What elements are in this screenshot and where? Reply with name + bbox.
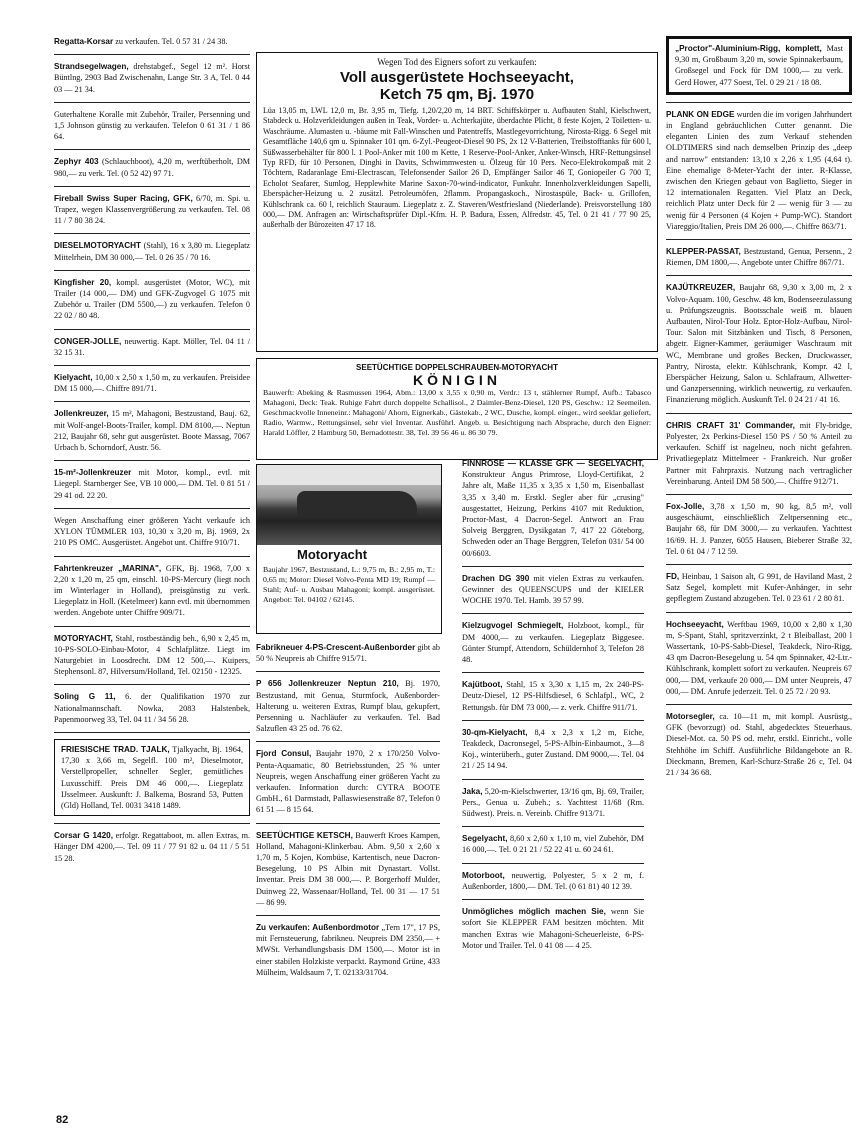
classified-ad (666, 246, 852, 268)
ad-headline: KLEPPER-PASSAT, (666, 247, 741, 257)
ad-divider (462, 826, 644, 827)
ad-body: ca. 10—11 m, mit kompl. Ausrüstg., GFK (bevorzugt) od. Stahl, abgedecktes Steuerhaus. Diesel-Mot. ca. 50 PS od. mehr, erstkl. Einricht., volle Stehhöhe im Schiff. Ausführliche Bildangebote an R. Dieckmann, Bremen, Karl-Schurz-Straße 26 c, Tel. 04 21 / 34 36 68. (666, 711, 852, 777)
ad-headline: PLANK ON EDGE (666, 109, 735, 119)
classified-ad (54, 156, 250, 178)
classified-ad (256, 642, 440, 664)
ad-body: „Tern 17", 17 PS, mit Fernsteuerung, fabrikneu. Neupreis DM 2350,— + MWSt. Verhandlungsbasis DM 1500,—. Motor ist in einer stabilen Holzkiste verpackt. Raymond Grüne, 433 Mülheim, Waldsaum 7, T. 02133/31704. (256, 923, 441, 977)
classified-ad (54, 277, 250, 322)
ad-body: Werftbau 1969, 10,00 x 2,80 x 1,30 m, S-Spant, Stahl, spritzverzinkt, 2 t Bleiballast, 200 l Wassertank, 10-PS-Sabb-Diesel, Teakdeck, Niro-Rigg, 43 qm Dacron-Besegelung u. 54 qm Spinnaker, 42-Ltr.-Kühlschrank, komplett sofort zu verkaufen. Neupreis 67 000,— DM, verkaufe 20 000,— DM unter Neupreis, 47 000,— DM. Anrufe jederzeit. Tel. 0 25 72 / 20 93. (666, 619, 852, 696)
ad-divider (54, 329, 250, 330)
classified-ad (462, 833, 644, 855)
ad-body: 6. der Qualifikation 1970 zur Nationalmannschaft. Nowka, 2083 Halstenbek, Papenmoorweg 33, Tel. 04 11 / 34 56 28. (54, 692, 250, 724)
ad-headline: Kingfisher 20, (54, 277, 112, 287)
classified-ad (54, 193, 250, 227)
ad-divider (54, 102, 250, 103)
ad-body: 10,00 x 2,50 x 1,50 m, zu verkaufen. Preisidee DM 15 000,—. Chiffre 891/71. (54, 373, 251, 394)
classifieds-column-3 (462, 458, 644, 958)
classified-ad (54, 691, 250, 725)
ad-divider (462, 672, 644, 673)
ad-headline: Fireball Swiss Super Racing, GFK, (54, 193, 193, 203)
ad-divider (462, 899, 644, 900)
classified-ad (666, 109, 852, 232)
classified-ad (54, 36, 250, 47)
ad-divider (54, 508, 250, 509)
ad-headline: FINNROSE — KLASSE GFK — SEGELYACHT, (462, 459, 644, 468)
ad-body: Stahl, rostbeständig beh., 6,90 x 2,45 m, 10-PS-SOLO-Einbau-Motor, 4 Schlafplätze. Liegt im Naturgebiet in Loosdrecht. DM 12 500,—. Kuipers, Stephensonl. 87, Hilversum/Holland, Tel. 02150 - 12325. (54, 633, 251, 677)
classified-ad (462, 727, 644, 772)
ad-divider (256, 823, 440, 824)
ad-divider (666, 704, 852, 705)
classified-ad (256, 830, 440, 908)
ad-body: drehstabgef., Segel 12 m². Horst Büntlng, 2903 Bad Zwischenahn, Lange Str. 3 A, Tel. 0 44 03 — 21 34. (54, 62, 250, 94)
ad-body: (Schlauchboot), 4,20 m, werftüberholt, DM 980,— zu verk. Tel. (0 52 42) 97 71. (54, 157, 251, 178)
classified-ad (54, 109, 250, 143)
ad-body: wenn Sie sofort Sie KLEPPER FAM besitzen möchten. Mit manchen Extras wie Mahagoni-Scheuerleiste, 6-PS-Motor und Trailer. Tel. 0 41 08 — 4 25. (462, 907, 644, 950)
ad-headline: SEETÜCHTIGE KETSCH, (256, 830, 353, 840)
ad-body: Mast 9,30 m, Großbaum 3,20 m, sowie Spinnakerbaum, Großsegel und Fock für DM 1000,— zu verk. Gerd Hower, 477 Soest, Tel. 0 29 21 / 18 08. (675, 44, 843, 87)
classified-ad (54, 633, 250, 678)
ad-headline: Jaka, (462, 786, 483, 796)
ad-body: Konstrukteur Angus Primrose, Lloyd-Certifikat, 2 Jahre alt, Maße 11,35 x 3,35 x 1,50 m, Eisenballast 3,35 x 3,40 m. Erstkl. Segler aber für „crusing" ausgestattet, Heizung, Perkins 4107 mit Reduktion, Proctor-Mast, 4 Dacron-Segel. Antwort an Frau Solveig Berggren, Dysikgatan 7, 417 22 Göteborg, Schweden oder an Thage Berggren, Telefon 031/ 54 00 00/6603. (462, 470, 644, 558)
ad-headline: Kajütboot, (462, 680, 503, 690)
ad-divider (54, 732, 250, 733)
ad-headline: Zephyr 403 (54, 157, 99, 167)
ad-headline: 30-qm-Kielyacht, (462, 727, 528, 737)
ad-headline: Kielyacht, (54, 373, 93, 383)
ad-divider (666, 275, 852, 276)
motoryacht-ad (256, 464, 442, 634)
ad-body: 3,78 x 1,50 m, 90 kg, 8,5 m², voll ausgeschäumt, einschließlich Zeltpersenning etc., Baujahr 68, für DM 3000,— zu verkaufen. Yachttest 16/69. H. J. Panzer, 6055 Hausen, Bieberer Straße 32, Tel. 0 61 04 / 7 12 59. (666, 501, 852, 556)
classified-ad (54, 563, 250, 619)
ad-divider (666, 102, 852, 103)
classified-ad (462, 573, 644, 607)
ad-headline: Corsar G 1420, (54, 831, 113, 841)
ad-body: mit vielen Extras zu verkaufen. Gewinner des QUEENSCUPS und der KIELER WOCHE 1970. Tel. Hamb. 39 57 99. (462, 573, 644, 606)
ad-headline: FD, (666, 571, 680, 581)
classified-ad (54, 830, 250, 864)
ad-divider (54, 149, 250, 150)
ad-body: Stahl, 15 x 3,30 x 1,15 m, 2x 240-PS-Deutz-Diesel, 12 PS-Hilfsdiesel, 6 Schlafpl., WC, 2 Rettungsb. für DM 73 000,— z. verk. Chiffre 911/71. (462, 680, 644, 712)
ad-divider (54, 233, 250, 234)
ad-headline: Motorsegler, (666, 711, 715, 721)
ketch-intro: Wegen Tod des Eigners sofort zu verkaufen: (377, 57, 537, 67)
ad-headline: Kielzugvogel Schmiegelt, (462, 621, 564, 631)
ad-body: Baujahr 68, 9,30 x 3,00 m, 2 x Volvo-Aquam. 100, Geschw. 48 km, Bodenseezulassung u. Prüfungszeugnis. Bootsschale weiß m. blauen Aufbauten, Nirol-Tour Holz. Eptor-Holz-Aufbau, Nirol-Tour. Salon mit Sitzbänken und Tisch, 8 Personen, abgetr. Eigner-Kammer, geräumiger Waschraum mit WC, Membrane und großes Becken, Druckwasser, Pantry, Nirosta, elektr. Kühlschrank, Kompr. 42 l, Eberspächer Heizung, Salon u. Schlafraum, Allwetter- und Ganzpersenning, wirklich neuwertig, zu verkaufen. Finanzierung möglich. Auskunft Tel. 0 24 21 / 41 16. (666, 283, 852, 405)
page-number: 82 (56, 1114, 69, 1126)
ad-headline: Fjord Consul, (256, 749, 312, 759)
ad-body: zu verkaufen. Tel. 0 57 31 / 24 38. (115, 37, 228, 46)
ad-body: Heinbau, 1 Saison alt, G 991, de Haviland Mast, 2 Satz Segel, komplett mit Kufer-Anhänger, in sehr gepflegtem Zustand abzugeben. Tel. 0 23 61 / 2 80 81. (666, 571, 852, 604)
ad-headline: Fox-Jolle, (666, 501, 705, 511)
ad-body: (Stahl), 16 x 3,80 m. Liegeplatz Mittelrhein, DM 30 000,— Tel. 0 26 35 / 70 16. (54, 241, 251, 262)
classified-ad (256, 678, 440, 734)
ad-headline: Zu verkaufen: Außenbordmotor (256, 923, 380, 933)
koenigin-title: KÖNIGIN (413, 372, 501, 388)
ad-divider (462, 863, 644, 864)
ad-divider (462, 566, 644, 567)
ad-body: mit Fly-bridge, Polyester, 2x Perkins-Diesel 150 PS / 50 % Anteil zu verkaufen. Schiff ist nagelneu, noch nicht gefahren. Privatliegeplatz Mittelmeer - Frankreich. Nur großer Partner mit Fahrpraxis. Nutzung nach vertraglicher Vereinbarung. Anteil DM 58 500,—. Chiffre 912/71. (666, 420, 853, 486)
classified-ad (462, 620, 644, 665)
ketch-text: Lüa 13,05 m, LWL 12,0 m, Br. 3,95 m, Tiefg. 1,20/2,20 m, 14 BRT. Schiffskörper u. Aufbauten Stahl, Kielschwert, Stabdeck u. Holzverkleidungen außen in Teak, Vorder- u. Achterkajüte, überdachte Plicht, 8 feste Kojen, 2 Toiletten- u. Waschräume. Alumasten u. -bäume mit Fall-Winschen und Patentreffs, Mastlegevorrichtung, Nirosta-Rigg. 6 Segel mit Gesamtfläche 140,6 qm u. Spinnaker 101 qm. 6-Zyl.-Peugeot-Diesel 90 PS, 2x 12 V-Batterien, Treibstofftanks für 600 l, Süßwasserbehälter für 800 l. 1 Pool-Anker mit 100 m Kette, 1 Reserve-Pool-Anker, Anker-Winsch, HRF-Rettungsinsel Typ RFD, für 10 Personen, Dinghi in Davits, Schwimmwesten u. Ölzeug für 10 Pers. Neco-Elektrokompaß mit 2 Töchtern, Radaranlage Emi-Electrascan, Telefonsender Sailor 26 D, Empfänger Sailor 46 T, Goniopeiler G 700 T, Echolot Seafarer, Sumlog, Hepplewhite Marine Saxon-70-wind-indicator, Funkuhr. Innenholzverkleidungen Sapelli, Eberspächer-Heizung u. 2 zusätzl. Petroleumöfen, 2flamm. Propangaskoch., Nirostaspüle, Back- u. Grillofen, Kühlschrank ca. 60 l, reichlich Stauraum. Liegeplatz z. Z. Staveren/Westfriesland (Niederlande). Preisvorstellung 180 000,— DM. Anfragen an: Wirtschaftsprüfer Dipl.-Kfm. H. P. Badura, Essen, Alfredstr. 45, Tel. 0 21 41 / 77 90 25, außerhalb der Bürozeiten 47 17 18. (263, 106, 651, 230)
ad-body: Bauwerft Kroes Kampen, Holland, Mahagoni-Klinkerbau. Abm. 9,50 x 2,60 x 1,70 m, 5 Kojen, Kombüse, Kartentisch, neue Dacron-Besegelung, 10 PS Albin mit Dynastart. Vollst. Inventar. Preis DM 38 000,—. P. Borgerhoff Mulder, Duinweg 22, Wassenaar/Holland, Tel. 00 31 — 17 51 — 86 99. (256, 830, 440, 907)
classified-ad (462, 458, 644, 559)
ad-divider (256, 741, 440, 742)
ad-divider (462, 720, 644, 721)
classified-ad (54, 467, 250, 501)
ad-body: wurden die im vorigen Jahrhundert in England gebräuchlichen Cutter genannt. Die eleganten Linien des zum Verkauf stehenden OLDTIMERS sind nach demselben Prinzip des „deep and narrow" entstanden: 13,10 x 2,26 x 1,95 (4,64 t). Eine ehemalige 8-Meter-Yacht der inter. R-Klasse, zwischen den Kriegen gebaut von Baglietto, Sieger in 12 internationalen Regatten. Viel Platz an Deck, reichlich Platz unter Deck für 2 — wenig für 3 — zu wenig für 4 Personen (4 Kojen + Pump-WC). Standort Viareggio/Italien, Preis DM 26 000,—. Chiffre 863/71. (666, 109, 852, 231)
ketch-ad (256, 52, 658, 352)
ad-body: Bestzustand, Genua, Persenn., 2 Riemen, DM 1800,—. Angebote unter Chiffre 867/71. (666, 247, 853, 268)
ad-body: mit Motor, kompl., evtl. mit Liegepl. Starnberger See, VB 10 000,— DM. Tel. 0 81 51 / 29 41 od. 22 20. (54, 468, 251, 500)
koenigin-text: Bauwerft: Abeking & Rasmussen 1964, Abm.: 13,00 x 3,55 x 0,90 m, Verdr.: 13 t, stählerner Rumpf, Aufb.: Tabasco Mahagoni, Deck: Teak. Ruhige Fahrt durch doppelte Schallisol., 2 Daimler-Benz-Diesel, 120 PS, Geschw.: 12 Seemeilen. Geschmackvolle Inneneinr.: Mahagoni/ Ahorn, Eignerkab., Gästekab., 2 WC, Dusche, kompl. einger., wird seeklar geliefert, Radio, Warmw., Rettungsinsel, sehr viel Inventar. Ausführl. Angeb. u. Besichtigung nach Absprache, durch den Eigner: Harald Löffler, 2 Hamburg 50, Bernadottestr. 38, Tel. 39 56 46 u. 86 30 79. (263, 388, 651, 437)
ad-body: 8,4 x 2,3 x 1,2 m, Eiche, Teakdeck, Dacronsegel, 5-PS-Albin-Einbaumot., 3—8 Koj., winterüberh., guter Zustand. DM 9000,—. Tel. 04 21 / 25 14 94. (462, 727, 645, 771)
classified-ad (256, 748, 440, 815)
classified-ad (54, 240, 250, 262)
classified-ad (666, 36, 852, 95)
ad-headline: „Proctor"-Aluminium-Rigg, komplett, (675, 44, 822, 53)
ad-divider (54, 365, 250, 366)
ketch-title-1: Voll ausgerüstete Hochseeyacht, (340, 69, 574, 86)
ad-headline: P 656 Jollenkreuzer Neptun 210, (256, 679, 399, 689)
ad-headline: Fabrikneuer 4-PS-Crescent-Außenborder (256, 643, 416, 652)
ad-body: Baujahr 1970, 2 x 170/250 Volvo-Penta-Aquamatic, 80 Betriebsstunden, 25 % unter Neupreis, wegen Anschaffung einer größeren Yacht zu verkaufen. Information durch: CYTRA BOOTE GmbH., 61 Darmstadt, Pallaswiesenstraße 87, Telefon 0 61 51 — 8 15 64. (256, 749, 440, 815)
ad-divider (54, 186, 250, 187)
classified-ad (462, 906, 644, 951)
classified-ad (462, 870, 644, 892)
classified-ad (666, 501, 852, 557)
ad-headline: Soling G 11, (54, 692, 116, 702)
ad-body: Tjalkyacht, Bj. 1964, 17,30 x 3,66 m, Segelfl. 100 m², Dieselmotor, Verstellpropeller, schneller Segler, gemütliches Luxusschiff. Preis DM 46 000,—. Liegeplatz IJsselmeer. Auskunft: J. Balkema, Bosrand 53, Putten (Gld) Holland, Tel. 0031 3418 1489. (61, 744, 243, 810)
classified-ad (54, 739, 250, 816)
ad-divider (666, 413, 852, 414)
ad-body: 8,60 x 2,60 x 1,10 m, viel Zubehör, DM 16 000,—. Tel. 0 21 21 / 52 22 41 u. 60 24 61. (462, 834, 645, 855)
ad-divider (666, 564, 852, 565)
classified-ad (666, 619, 852, 697)
classified-ad (462, 786, 644, 820)
classified-ad (54, 61, 250, 95)
ad-divider (54, 823, 250, 824)
ad-headline: Drachen DG 390 (462, 573, 530, 583)
ad-headline: Hochseeyacht, (666, 619, 724, 629)
ad-body: Wegen Anschaffung einer größeren Yacht verkaufe ich XYLON TÜMMLER 103, 10,30 x 3,20 m, Bj. 1969, 2x 210 PS OMC. Ausgerüstet. Angebot unt. Chiffre 910/71. (54, 515, 250, 548)
ad-body: 5,20-m-Kielschwerter, 13/16 qm, Bj. 69, Trailer, Pers., Genua u. Zubeh.; s. Yachttest 11/68 (Rm. Südwest). Preis. n. Vereinb. Chiffre 913/71. (462, 786, 644, 819)
ad-divider (256, 671, 440, 672)
ad-body: Bj. 1970, Bestzustand, mit Genua, Sturmfock, Außenborder-Halterung u. weiteren Extras, Rumpf blau, gekupfert, Persenning u. Nachläufer zu verkaufen. Tel. Bad Salzuflen 43 25 od. 76 62. (256, 679, 440, 734)
motoryacht-photo (257, 465, 441, 545)
ad-body: gibt ab 50 % Neupreis ab Chiffre 915/71. (256, 643, 440, 664)
koenigin-kicker: SEETÜCHTIGE DOPPELSCHRAUBEN-MOTORYACHT (356, 363, 558, 372)
ad-divider (54, 684, 250, 685)
classifieds-column-2 (256, 642, 440, 985)
ad-headline: Motorboot, (462, 870, 505, 880)
ad-body: Holzboot, kompl., für DM 4000,— zu verkaufen. Liegeplatz Biggesee. Günter Stumpf, Attendorn, Schüldernhof 3, Telefon 28 48. (462, 621, 644, 665)
motoryacht-text: Baujahr 1967, Bestzustand, L.: 9,75 m, B.: 2,95 m, T.: 0,65 m; Motor: Diesel Volvo-Penta MD 19; Rumpf — Stahl; Auf- u. Ausbau Mahagoni; kompl. ausgerüstet. Angebot: Tel. 04102 / 62145. (263, 565, 435, 604)
ad-headline: FRIESISCHE TRAD. TJALK, (61, 744, 170, 754)
classified-ad (256, 922, 440, 978)
classified-ad (666, 420, 852, 487)
ad-divider (54, 270, 250, 271)
ad-headline: Fahrtenkreuzer „MARINA", (54, 563, 162, 573)
classified-ad (54, 372, 250, 394)
ad-headline: MOTORYACHT, (54, 633, 113, 643)
ketch-title-2: Ketch 75 qm, Bj. 1970 (379, 86, 535, 103)
ad-divider (54, 401, 250, 402)
classified-ad (666, 571, 852, 605)
ad-divider (666, 494, 852, 495)
ad-body: Guterhaltene Koralle mit Zubehör, Trailer, Persenning und 1,5 Johnson günstig zu verkaufen. Telefon 0 61 31 / 1 86 64. (54, 109, 250, 142)
classifieds-column-1 (54, 36, 250, 871)
ad-headline: Strandsegelwagen, (54, 62, 129, 72)
ad-headline: 15-m²-Jollenkreuzer (54, 468, 132, 478)
ad-body: 15 m², Mahagoni, Bestzustand, Bauj. 62, mit Wolf-angel-Boots-Trailer, kompl. DM 8100,—. Neptun 212, Baujahr 68, sehr gut ausgerüstet. Boote Massag, 7067 Urbach b. Schorndorf, Austr. 56. (54, 409, 250, 453)
ad-headline: Segelyacht, (462, 834, 508, 844)
ad-divider (54, 54, 250, 55)
ad-body: kompl. ausgerüstet (Motor, WC), mit Trailer (14 000,— DM) und GFK-Zugvogel G 1075 mit Zubehör u. Trailer (DM 5500,—) zu verkaufen. Telefon 0 22 02 / 80 48. (54, 277, 250, 321)
ad-divider (666, 239, 852, 240)
ad-divider (54, 556, 250, 557)
ad-headline: Jollenkreuzer, (54, 409, 109, 419)
classified-ad (54, 336, 250, 358)
classified-ad (666, 282, 852, 405)
koenigin-ad (256, 358, 658, 460)
ad-divider (54, 626, 250, 627)
classified-ad (54, 408, 250, 453)
classified-ad (462, 679, 644, 713)
ad-body: erfolgr. Regattaboot, m. allen Extras, m. Hänger DM 4200,—. Tel. 09 11 / 77 91 82 u. 04 11 / 5 51 15 28. (54, 831, 250, 863)
ad-divider (666, 612, 852, 613)
ad-divider (54, 460, 250, 461)
ad-headline: Unmögliches möglich machen Sie, (462, 907, 606, 917)
ad-headline: CHRIS CRAFT 31' Commander, (666, 420, 795, 430)
ad-headline: CONGER-JOLLE, (54, 336, 122, 346)
ad-headline: DIESELMOTORYACHT (54, 241, 142, 251)
classified-ad (666, 711, 852, 778)
classified-ad (54, 515, 250, 549)
ad-body: neuwertig, Polyester, 5 x 2 m, f. Außenborder, 1800,— DM. Tel. (0 61 81) 40 12 39. (462, 870, 644, 891)
ad-body: neuwertig. Kapt. Möller, Tel. 04 11 / 32 15 31. (54, 336, 250, 357)
motoryacht-title: Motoryacht (297, 547, 368, 562)
ad-headline: KAJÜTKREUZER, (666, 283, 736, 293)
ad-headline: Regatta-Korsar (54, 37, 114, 46)
ad-divider (462, 779, 644, 780)
classifieds-column-4 (666, 36, 852, 785)
ad-divider (256, 915, 440, 916)
ad-body: GFK, Bj. 1968, 7,00 x 2,20 x 1,20 m, 25 qm, einschl. 10-PS-Mercury (liegt noch im Winterlager in Holland), preisgünstig zu verk. Liegeplatz in Holl. (Ketelmeer) kann evtl. mit übernommen werden. Angebote unter Chiffre 909/71. (54, 563, 250, 618)
ad-divider (462, 613, 644, 614)
ad-body: 6/70, m. Spi. u. Trapez, wegen Klassenvergrößerung zu verkaufen. Tel. 08 11 / 7 80 38 24. (54, 193, 250, 226)
